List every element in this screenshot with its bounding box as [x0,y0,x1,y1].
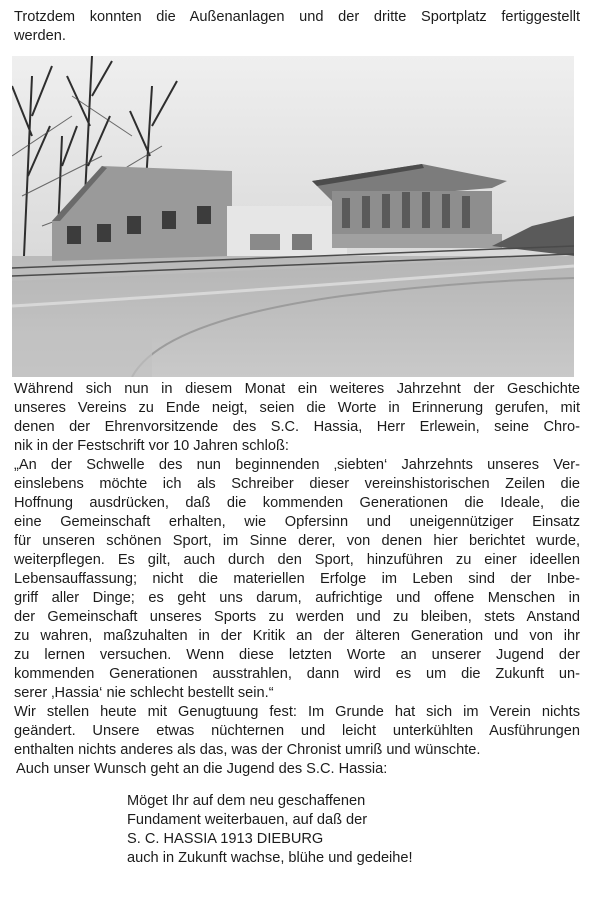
body-line: kommenden Generationen ausstrahlen, dann wird es um die Zukunft un- [14,666,580,682]
body-line: geändert. Unsere etwas nüchternen und leicht unterkühlten Ausführungen [14,723,580,739]
body-line: Auch unser Wunsch geht an die Jugend des S.C. Hassia: [16,761,388,777]
poem-line: S. C. HASSIA 1913 DIEBURG [127,831,324,847]
body-line: weiterpflegen. Es gilt, auch durch den Sport, hinzuführen zu einer ideellen [14,552,580,568]
body-line: „An der Schwelle des nun beginnenden ‚siebten‘ Jahrzehnts unseres Ver- [14,457,580,473]
body-line: Wir stellen heute mit Genugtuung fest: Im Grunde hat sich im Verein nichts [14,704,580,720]
body-line: enthalten nichts anderes als das, was der Chronist umriß und wünschte. [14,742,481,758]
body-line: zu lernen versuchen. Wenn diese letzten Worte an unserer Jugend der [14,647,580,663]
body-line: eine Gemeinschaft erhalten, wie Opfersinn und uneigennütziger Einsatz [14,514,580,530]
body-line: serer ‚Hassia‘ nie schlecht bestellt sein.“ [14,685,274,701]
body-line: unseres Vereins zu Ende neigt, seien die Worte in Erinnerung gerufen, mit [14,400,580,416]
body-line: griff aller Dinge; es geht uns darum, aufrichtige und offene Menschen in [14,590,580,606]
poem-line: Fundament weiterbauen, auf daß der [127,812,368,828]
body-line: einslebens möchte ich als Schreiber dieser vereinshistorischen Zeilen die [14,476,580,492]
body-line: zu wahren, maßzuhalten in der Kritik an der älteren Generation und von ihr [14,628,580,644]
body-line: nik in der Festschrift vor 10 Jahren schloß: [14,438,289,454]
stadium-grandstand-photo [12,56,574,377]
body-line: der Gemeinschaft unseres Sports zu werden und zu bleiben, stets Anstand [14,609,580,625]
poem-line: auch in Zukunft wachse, blühe und gedeihe! [127,850,413,866]
body-line: denen der Ehrenvorsitzende des S.C. Hassia, Herr Erlewein, seine Chro- [14,419,580,435]
poem-line: Möget Ihr auf dem neu geschaffenen [127,793,366,809]
body-line: Lebensauffassung; nicht die materiellen Erfolge im Leben sind der Inbe- [14,571,580,587]
body-line: Während sich nun in diesem Monat ein weiteres Jahrzehnt der Geschichte [14,381,580,397]
body-line: Hoffnung ausdrücken, daß die kommenden Generationen die Ideale, die [14,495,580,511]
body-line: für unseren schönen Sport, im Sinne derer, von denen hier berichtet wurde, [14,533,580,549]
intro-line-1: Trotzdem konnten die Außenanlagen und der dritte Sportplatz fertiggestellt [14,9,580,25]
intro-line-2: werden. [14,28,66,44]
